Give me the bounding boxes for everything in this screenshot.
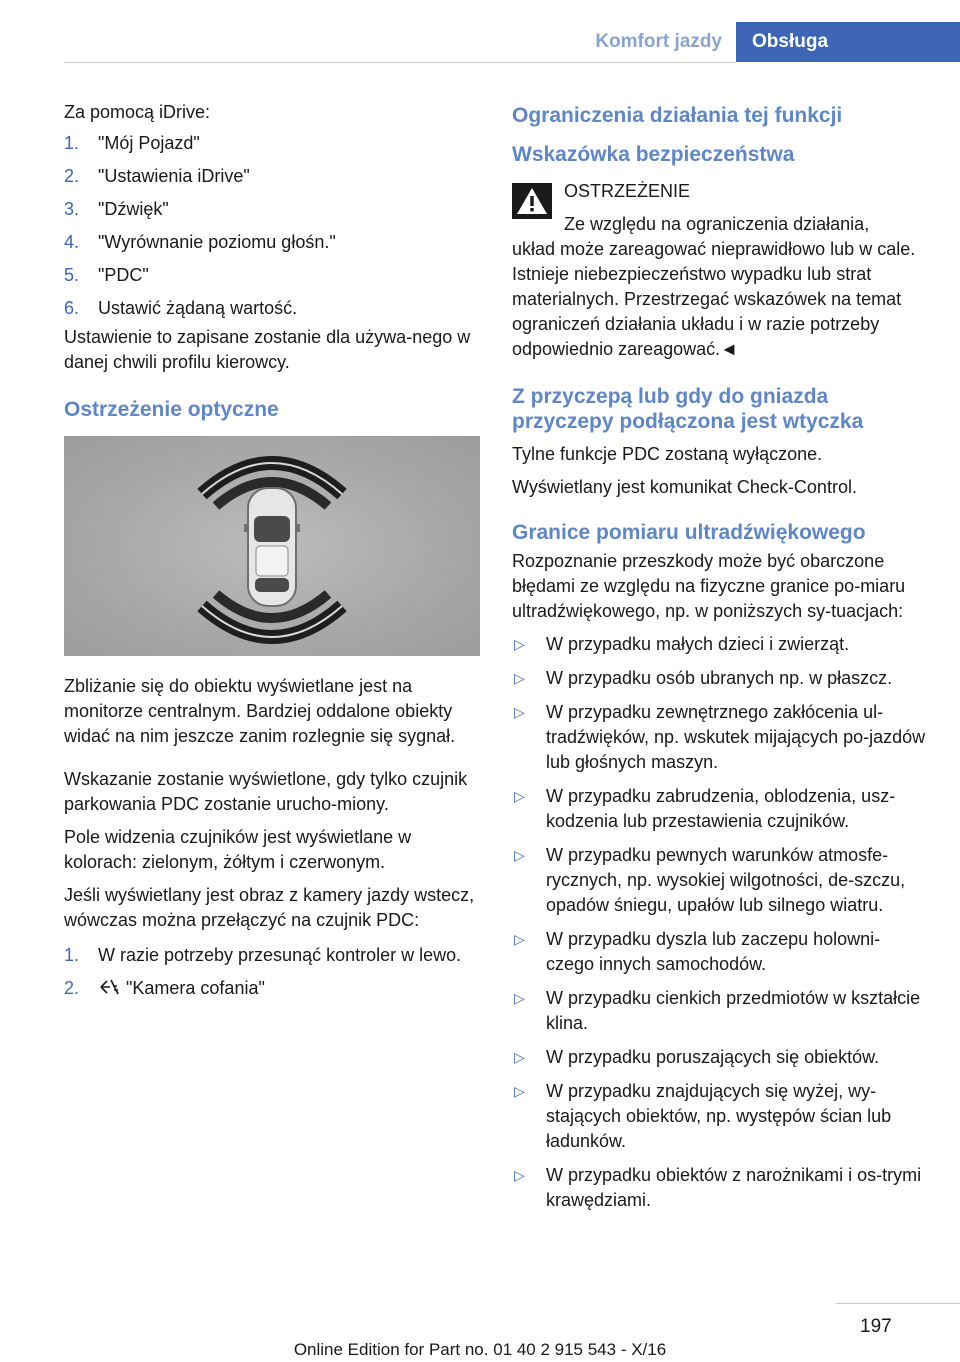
list-item: [512, 986, 928, 1036]
bullet-text: W przypadku pewnych warunków atmosfe‐rycznych, np. wysokiej wilgotności, de‐szczu, opadów śniegu, upałów lub silnego wiatru.: [546, 845, 906, 915]
warning-block: [512, 179, 928, 237]
bullet-text: W przypadku obiektów z narożnikami i os‐trymi krawędziami.: [546, 1165, 922, 1210]
triangle-bullet-icon: ▷: [514, 990, 525, 1006]
list-item: [64, 976, 482, 1004]
triangle-bullet-icon: ▷: [514, 788, 525, 804]
heading-ultrasonic-limits: Granice pomiaru ultradźwiękowego: [512, 521, 866, 544]
list-item: [64, 197, 482, 222]
heading-safety-note: Wskazówka bezpieczeństwa: [512, 143, 795, 166]
step-text: Ustawić żądaną wartość.: [98, 298, 298, 318]
header-divider: [64, 62, 736, 63]
triangle-bullet-icon: ▷: [514, 1083, 525, 1099]
list-item: [512, 666, 928, 691]
step-number: 4.: [64, 232, 80, 252]
tab-obsluga[interactable]: Obsługa: [736, 22, 960, 62]
warning-triangle-icon: [512, 183, 552, 219]
heading-optical-warning: Ostrzeżenie optyczne: [64, 398, 279, 421]
step-number: 1.: [64, 133, 80, 153]
ultrasonic-intro: Rozpoznanie przeszkody może być obarczone błędami ze względu na fizyczne granice po‐miaru ultradźwiękowego, np. w poniższych sy‐tuacjach:: [512, 551, 906, 621]
list-item: [64, 263, 482, 288]
edition-footer: Online Edition for Part no. 01 40 2 915 543 - X/16: [293, 1340, 667, 1359]
triangle-bullet-icon: ▷: [514, 931, 525, 947]
list-item: [512, 1079, 928, 1154]
list-item: [64, 164, 482, 189]
heading-trailer: Z przyczepą lub gdy do gniazda przyczepy podłączona jest wtyczka: [512, 385, 864, 433]
list-item: [512, 784, 928, 834]
triangle-bullet-icon: ▷: [514, 847, 525, 863]
step-number: 3.: [64, 199, 80, 219]
bullet-text: W przypadku zewnętrznego zakłócenia ul‐tradźwięków, np. wskutek mijających po‐jazdów lub głośnych maszyn.: [546, 702, 926, 772]
list-item: [512, 1163, 928, 1213]
warning-text: układ może zareagować nieprawidłowo lub w cale. Istnieje niebezpieczeństwo wypadku lub strat materialnych. Przestrzegać wskazówek na temat ograniczeń działania układu i w razie potrzeby odpowiednio zareagować.◄: [512, 239, 916, 359]
right-column: [512, 103, 928, 1222]
idrive-intro: Za pomocą iDrive:: [64, 102, 211, 122]
pdc-illustration: [64, 436, 480, 656]
trailer-note-2: Wyświetlany jest komunikat Check-Control.: [512, 477, 857, 497]
saved-note: Ustawienie to zapisane zostanie dla używa‐nego w danej chwili profilu kierowcy.: [64, 327, 471, 372]
list-item: [64, 943, 482, 968]
list-item: [64, 230, 482, 255]
para-colors: Pole widzenia czujników jest wyświetlane w kolorach: zielonym, żółtym i czerwonym.: [64, 827, 412, 872]
left-column: [64, 100, 482, 1012]
heading-function-limits: Ograniczenia działania tej funkcji: [512, 104, 843, 127]
list-item: [512, 927, 928, 977]
triangle-bullet-icon: ▷: [514, 704, 525, 720]
bullet-text: W przypadku osób ubranych np. w płaszcz.: [546, 668, 893, 688]
para-display: Wskazanie zostanie wyświetlone, gdy tylko czujnik parkowania PDC zostanie urucho‐miony.: [64, 769, 468, 814]
step-text: "Mój Pojazd": [98, 133, 200, 153]
bullet-text: W przypadku zabrudzenia, oblodzenia, usz‐kodzenia lub przestawienia czujników.: [546, 786, 896, 831]
triangle-bullet-icon: ▷: [514, 636, 525, 652]
triangle-bullet-icon: ▷: [514, 670, 525, 686]
step-text: W razie potrzeby przesunąć kontroler w lewo.: [98, 945, 462, 965]
para-approach: Zbliżanie się do obiektu wyświetlane jest na monitorze centralnym. Bardziej oddalone obiekty widać na nim jeszcze zanim rozlegnie się sygnał.: [64, 676, 456, 746]
bullet-text: W przypadku poruszających się obiektów.: [546, 1047, 880, 1067]
idrive-steps: [64, 131, 482, 321]
camera-steps: [64, 943, 482, 1004]
list-item: [64, 131, 482, 156]
list-item: [512, 632, 928, 657]
limitation-list: [512, 632, 928, 1213]
bullet-text: W przypadku dyszla lub zaczepu holowni‐czego innych samochodów.: [546, 929, 881, 974]
list-item: [512, 843, 928, 918]
para-camera: Jeśli wyświetlany jest obraz z kamery jazdy wstecz, wówczas można przełączyć na czujnik PDC:: [64, 885, 475, 930]
rear-camera-icon: [98, 977, 120, 1004]
bullet-text: W przypadku małych dzieci i zwierząt.: [546, 634, 850, 654]
step-number: 6.: [64, 298, 80, 318]
car-sensor-graphic: [64, 436, 480, 656]
page-header: [0, 22, 960, 62]
trailer-note-1: Tylne funkcje PDC zostaną wyłączone.: [512, 444, 823, 464]
list-item: [512, 700, 928, 775]
triangle-bullet-icon: ▷: [514, 1049, 525, 1065]
step-text: "Wyrównanie poziomu głośn.": [98, 232, 336, 252]
step-text: "PDC": [98, 265, 149, 285]
tab-komfort-jazdy[interactable]: Komfort jazdy: [595, 31, 722, 52]
step-number: 5.: [64, 265, 80, 285]
bullet-text: W przypadku cienkich przedmiotów w kształcie klina.: [546, 988, 921, 1033]
step-text: "Kamera cofania": [126, 978, 265, 998]
footer-divider: [836, 1303, 960, 1304]
bullet-text: W przypadku znajdujących się wyżej, wy‐stających obiektów, np. występów ścian lub ładunków.: [546, 1081, 892, 1151]
step-text: "Ustawienia iDrive": [98, 166, 250, 186]
page-number: 197: [860, 1316, 892, 1337]
warning-title: OSTRZEŻENIE: [564, 181, 691, 201]
warning-first-line: Ze względu na ograniczenia działania,: [564, 214, 870, 234]
list-item: [512, 1045, 928, 1070]
step-number: 2.: [64, 978, 80, 998]
step-text: "Dźwięk": [98, 199, 169, 219]
step-number: 2.: [64, 166, 80, 186]
triangle-bullet-icon: ▷: [514, 1167, 525, 1183]
step-number: 1.: [64, 945, 80, 965]
list-item: [64, 296, 482, 321]
